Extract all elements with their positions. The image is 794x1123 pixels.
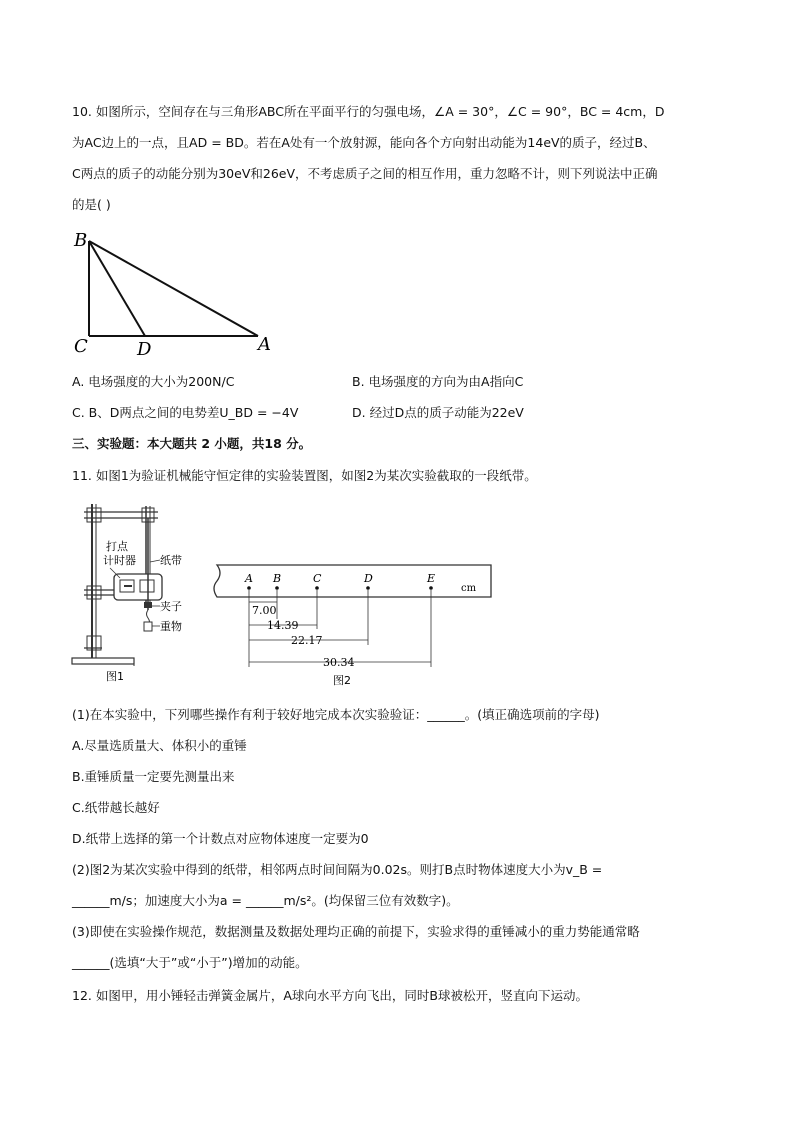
tape-label-c: C	[313, 572, 322, 585]
tape-point-b	[275, 586, 279, 590]
segment-bd	[89, 241, 145, 336]
tape-label-a: A	[245, 572, 253, 585]
q11-part-3-line-2: ______(选填“大于”或“小于”)增加的动能。	[72, 955, 308, 970]
triangle-figure	[70, 228, 290, 362]
q11-part-1-option-b[interactable]: B.重锤质量一定要先测量出来	[72, 769, 235, 784]
q11-part-2-line-1: (2)图2为某次实验中得到的纸带，相邻两点时间间隔为0.02s。则打B点时物体速度大小为v_B =	[72, 862, 603, 877]
q11-part-3-line-1: (3)即使在实验操作规范，数据测量及数据处理均正确的前提下，实验求得的重锤减小的重力势能通常略	[72, 924, 640, 939]
tape-point-a	[247, 586, 251, 590]
q10-line-3: C两点的质子的动能分别为30eV和26eV，不考虑质子之间的相互作用，重力忽略不计，则下列说法中正确	[72, 166, 658, 181]
tape-figure	[205, 555, 505, 690]
label-tape: 纸带	[160, 554, 182, 567]
q10-line-4: 的是( )	[72, 197, 111, 212]
q11-part-1-option-c[interactable]: C.纸带越长越好	[72, 800, 160, 815]
q11-part-1-option-a[interactable]: A.尽量选质量大、体积小的重锤	[72, 738, 247, 753]
label-d: D	[137, 339, 152, 360]
q10-option-a[interactable]: A. 电场强度的大小为200N/C	[72, 374, 235, 389]
q11-intro: 11. 如图1为验证机械能守恒定律的实验装置图，如图2为某次实验截取的一段纸带。	[72, 468, 537, 483]
tape-point-d	[366, 586, 370, 590]
q10-line-2: 为AC边上的一点，且AD = BD。若在A处有一个放射源，能向各个方向射出动能为14eV的质子，经过B、	[72, 135, 656, 150]
label-weight: 重物	[160, 620, 182, 633]
q10-option-c[interactable]: C. B、D两点之间的电势差U_BD = −4V	[72, 405, 299, 420]
distance-ad: 22.17	[291, 634, 323, 647]
q10-line-1: 10. 如图所示，空间存在与三角形ABC所在平面平行的匀强电场，∠A = 30°，∠C = 90°，BC = 4cm，D	[72, 104, 665, 119]
label-clip: 夹子	[160, 600, 182, 613]
q11-part-2-line-2: ______m/s；加速度大小为a = ______m/s²。(均保留三位有效数字)。	[72, 893, 459, 908]
q10-option-b[interactable]: B. 电场强度的方向为由A指向C	[352, 374, 524, 389]
distance-ab: 7.00	[252, 604, 277, 617]
tape-label-e: E	[427, 572, 436, 585]
q12-intro: 12. 如图甲，用小锤轻击弹簧金属片，A球向水平方向飞出，同时B球被松开，竖直向下运动。	[72, 988, 588, 1003]
section-heading: 三、实验题：本大题共 2 小题，共18 分。	[72, 436, 312, 451]
q11-part-1-option-d[interactable]: D.纸带上选择的第一个计数点对应物体速度一定要为0	[72, 831, 369, 846]
distance-ac: 14.39	[267, 619, 299, 632]
label-timer-2: 计时器	[103, 554, 136, 567]
tape-label-d: D	[364, 572, 373, 585]
tape-unit: cm	[461, 583, 477, 594]
label-c: C	[74, 336, 88, 357]
fig2-caption: 图2	[333, 674, 351, 687]
distance-ae: 30.34	[323, 656, 355, 669]
apparatus-figure	[70, 498, 210, 688]
q10-option-d[interactable]: D. 经过D点的质子动能为22eV	[352, 405, 524, 420]
tape-point-c	[315, 586, 319, 590]
fig1-caption: 图1	[106, 670, 124, 683]
tape-point-e	[429, 586, 433, 590]
side-ab	[89, 241, 258, 336]
tape-label-b: B	[273, 572, 282, 585]
label-a: A	[258, 334, 271, 355]
label-b: B	[74, 230, 88, 251]
label-timer-1: 打点	[106, 540, 128, 553]
q11-part-1: (1)在本实验中，下列哪些操作有利于较好地完成本次实验验证：______。(填正确选项前的字母)	[72, 707, 600, 722]
